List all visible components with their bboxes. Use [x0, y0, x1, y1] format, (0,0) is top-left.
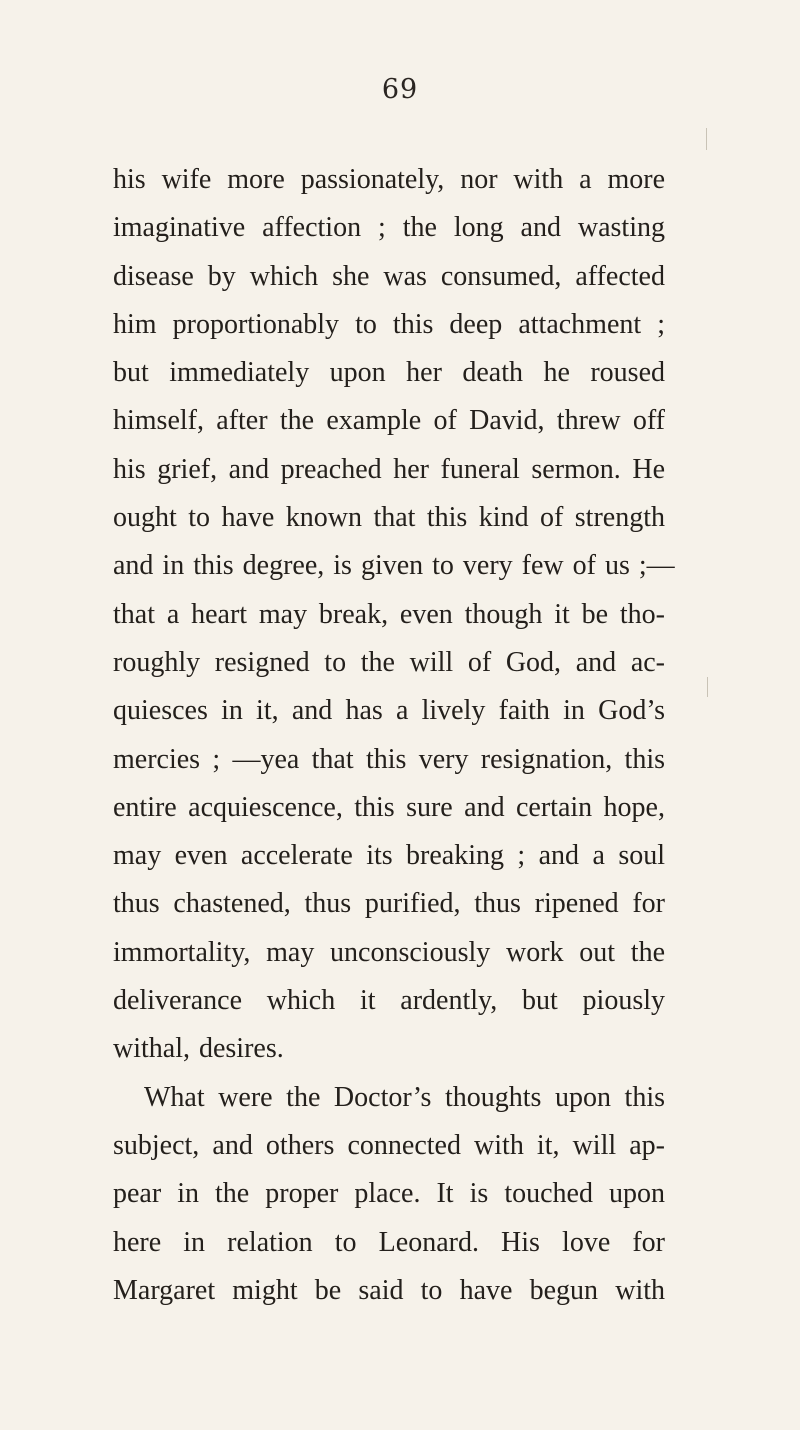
text-line: deliverance which it ardently, but piously [113, 985, 665, 1017]
text-line: his wife more passionately, nor with a more [113, 164, 665, 195]
text-line: his grief, and preached her funeral sermon. He [113, 453, 665, 485]
text-line: mercies ; —yea that this very resignation, this [113, 743, 665, 775]
text-line: may even accelerate its breaking ; and a soul [113, 840, 665, 872]
text-line: pear in the proper place. It is touched upon [113, 1178, 665, 1210]
text-line: subject, and others connected with it, will ap- [113, 1129, 665, 1161]
page-number: 69 [381, 74, 419, 105]
text-line: disease by which she was consumed, affected [113, 260, 665, 292]
text-line: him proportionably to this deep attachment ; [113, 308, 665, 340]
text-line-paragraph-start: What were the Doctor’s thoughts upon this [144, 1081, 665, 1113]
margin-mark [706, 128, 707, 150]
text-line: here in relation to Leonard. His love for [113, 1226, 665, 1258]
text-line: himself, after the example of David, threw off [113, 405, 665, 437]
text-line: quiesces in it, and has a lively faith in God’s [113, 695, 665, 727]
text-line: entire acquiescence, this sure and certain hope, [113, 791, 665, 823]
text-line: that a heart may break, even though it be tho- [113, 598, 665, 630]
margin-mark [707, 677, 708, 697]
text-line: and in this degree, is given to very few of us ;— [113, 550, 675, 582]
text-line: immortality, may unconsciously work out the [113, 936, 665, 968]
body-text [113, 156, 675, 1315]
text-line: but immediately upon her death he roused [113, 357, 665, 389]
text-line: Margaret might be said to have begun with [113, 1274, 665, 1306]
text-line: thus chastened, thus purified, thus ripened for [113, 888, 665, 920]
text-line: imaginative affection ; the long and wasting [113, 212, 665, 244]
text-line: ought to have known that this kind of strength [113, 502, 665, 534]
text-line: roughly resigned to the will of God, and ac- [113, 646, 665, 678]
text-line-paragraph-end: withal, desires. [113, 1033, 284, 1065]
